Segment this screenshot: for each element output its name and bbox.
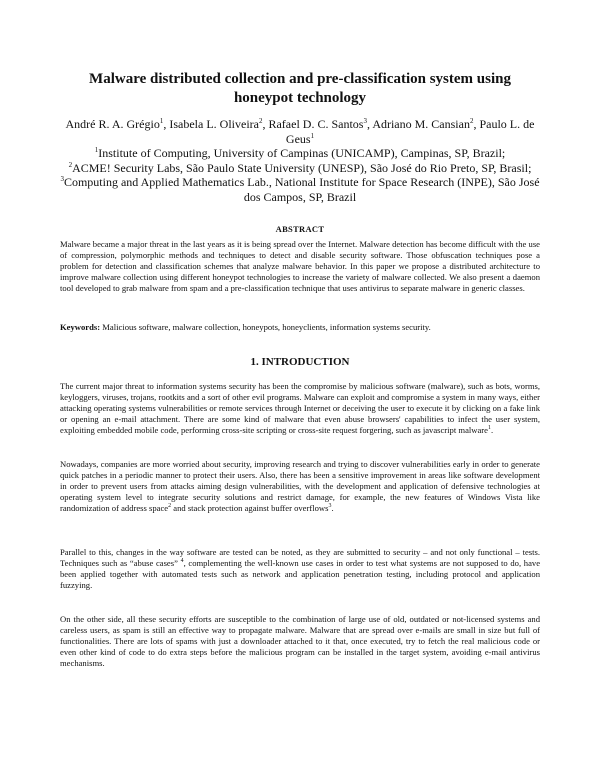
keywords <box>60 322 540 333</box>
body-paragraph: The current major threat to information systems security has been the compromise by malicious software (malware), such as bots, worms, keyloggers, viruses, trojans, rootkits and a sort of other evil programs. Malware can exploit and compromise a system in many ways, either attacking operating systems vulnerabilities or remote services through Internet or deceiving the user to execute it by clicking on a fake link or opening an e-mail attachment. There are some kind of malware that even abuse browsers' capabilities to infect the user system, exploiting embedded mobile code, performing cross-site scripting or cross-site request forgering, such as javascript malware$^1$. <box>60 381 540 435</box>
author: Adriano M. Cansian$^2$, <box>372 117 480 131</box>
title-line-2: honeypot technology <box>233 90 367 106</box>
author-list <box>60 117 540 146</box>
affiliation: $^2$ACME! Security Labs, São Paulo State University (UNESP), São José do Rio Preto, SP, Brasil; <box>68 160 532 175</box>
abstract-heading: ABSTRACT <box>275 224 325 234</box>
keywords-label: Keywords: <box>60 322 101 332</box>
affiliation-list <box>60 146 540 204</box>
section-heading: 1. INTRODUCTION <box>250 356 350 368</box>
body-paragraph: On the other side, all these security efforts are susceptible to the combination of large use of old, outdated or not-licensed systems and careless users, as spam is still an effective way to propagate malware. Malware that are spread over e-mails are small in size but full of functionalities. There are lots of spams with just a downloader attached to it that, once executed, try to fetch the real malicious code or even other kind of code to do extra steps before the malicious program can be installed in the target system, avoiding e-mail antivirus mechanisms. <box>60 614 540 668</box>
affiliation: $^3$Computing and Applied Mathematics Lab., National Institute for Space Research (INPE), São José dos Campos, SP, Brazil <box>60 175 540 204</box>
author: André R. A. Grégio$^1$, <box>65 117 170 131</box>
body-paragraph: Parallel to this, changes in the way software are tested can be noted, as they are submitted to security – and not only functional – tests. Techniques such as “abuse cases” $^4$, complementing the well-known use cases in order to test what systems are not supposed to do, have been applied together with automated tests such as network and application penetration testing, including protocol and application fuzzying. <box>60 547 541 590</box>
keywords-text: Malicious software, malware collection, honeypots, honeyclients, information systems security. <box>102 322 431 332</box>
body-paragraph: Nowadays, companies are more worried about security, improving research and trying to discover vulnerabilities early in order to generate quick patches in a periodic manner to protect their users. Also, there has been a sensitive improvement in areas like software development in order to prevent users from attacks aiming design vulnerabilities, with the development and application of defensive technologies at operating system level to integrate security solutions and restrict damage, for example, the new features of Windows Vista like randomization of address space$^2$ and stack protection against buffer overflows$^3$. <box>60 459 540 513</box>
title-line-1: Malware distributed collection and pre-classification system using <box>89 71 511 87</box>
author: Rafael D. C. Santos$^3$, <box>268 117 373 131</box>
affiliation: $^1$Institute of Computing, University of Campinas (UNICAMP), Campinas, SP, Brazil; <box>94 146 506 160</box>
author: Paulo L. de Geus$^1$ <box>285 117 535 146</box>
paper-title <box>60 70 540 108</box>
abstract-text: Malware became a major threat in the last years as it is being spread over the Internet. Malware detection has become difficult with the use of compression, polymorphic methods and techniques to detect and disable security software. Those obfuscation techniques pose a problem for detection and classification schemes that analyze malware behavior. In this paper we propose a distributed architecture to improve malware collection using different honeypot technologies to increase the variety of malware collected. We also present a daemon tool developed to grab malware from spam and a pre-classification technique that uses antivirus to separate malware in generic classes. <box>60 239 540 293</box>
author: Isabela L. Oliveira$^2$, <box>169 117 269 131</box>
